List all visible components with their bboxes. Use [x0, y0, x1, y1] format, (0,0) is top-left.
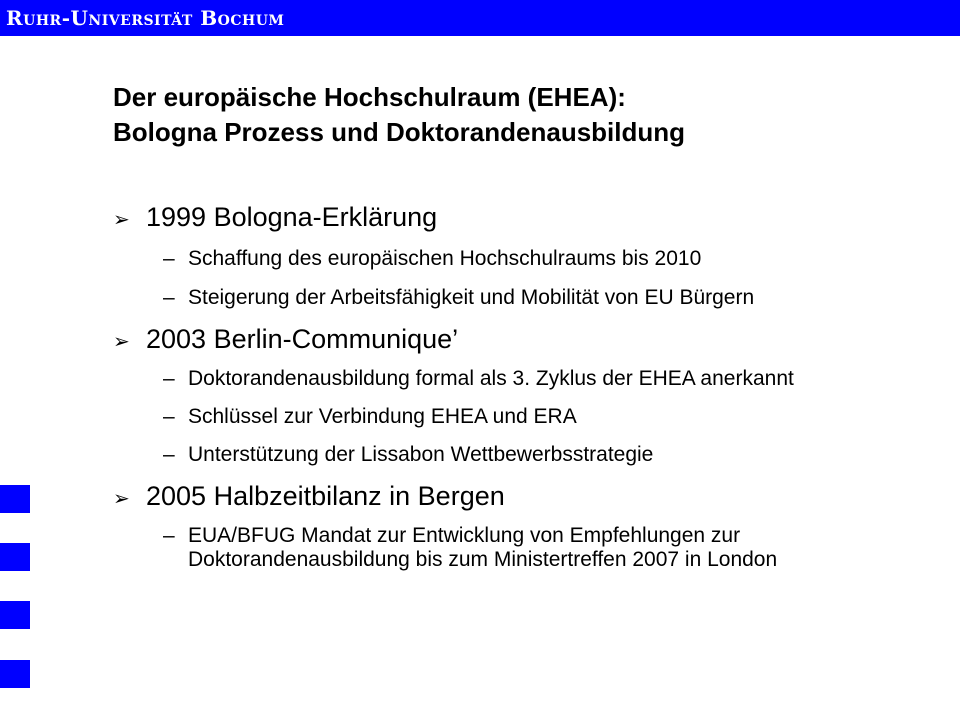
- sub-bullet-text: Unterstützung der Lissabon Wettbewerbsstrategie: [188, 443, 654, 466]
- dash-marker: –: [163, 405, 175, 428]
- sub-bullet-item: [163, 524, 933, 572]
- sub-bullet-item: [163, 247, 933, 271]
- sub-bullet-text: Steigerung der Arbeitsfähigkeit und Mobilität von EU Bürgern: [188, 286, 755, 309]
- decorative-square: [0, 485, 30, 513]
- arrow-bullet-icon: ➢: [113, 209, 130, 231]
- decorative-square: [0, 660, 30, 688]
- dash-marker: –: [163, 443, 175, 466]
- dash-marker: –: [163, 286, 175, 309]
- decorative-square: [0, 601, 30, 629]
- dash-marker: –: [163, 247, 175, 270]
- bullet-heading: 2005 Halbzeitbilanz in Bergen: [146, 481, 505, 511]
- bullet-heading: 1999 Bologna-Erklärung: [146, 202, 438, 232]
- sub-bullet-text: Schlüssel zur Verbindung EHEA und ERA: [188, 405, 577, 428]
- slide-title: [113, 80, 685, 150]
- bullet-item: [113, 200, 933, 235]
- sub-bullet-item: [163, 367, 843, 391]
- decorative-square: [0, 543, 30, 571]
- sub-bullet-item: [163, 405, 933, 429]
- bullet-heading: 2003 Berlin-Communique’: [146, 324, 459, 354]
- slide-content: [113, 200, 933, 572]
- sub-bullet-item: [163, 286, 933, 310]
- sub-bullet-item: [163, 443, 933, 467]
- arrow-bullet-icon: ➢: [113, 331, 130, 353]
- bullet-item: [113, 479, 933, 514]
- arrow-bullet-icon: ➢: [113, 488, 130, 510]
- sub-bullet-text: Schaffung des europäischen Hochschulraums bis 2010: [188, 247, 702, 270]
- slide-title-line-1: Der europäische Hochschulraum (EHEA):: [113, 82, 626, 112]
- dash-marker: –: [163, 367, 175, 390]
- bullet-item: [113, 322, 933, 357]
- dash-marker: –: [163, 524, 175, 547]
- sub-bullet-text: EUA/BFUG Mandat zur Entwicklung von Empfehlungen zur Doktorandenausbildung bis zum Ministertreffen 2007 in London: [188, 524, 778, 571]
- university-logo-text: Ruhr-Universität Bochum: [6, 6, 285, 30]
- header-bar: [0, 0, 960, 36]
- sub-bullet-text: Doktorandenausbildung formal als 3. Zyklus der EHEA anerkannt: [188, 367, 794, 390]
- slide-title-line-2: Bologna Prozess und Doktorandenausbildung: [113, 117, 686, 147]
